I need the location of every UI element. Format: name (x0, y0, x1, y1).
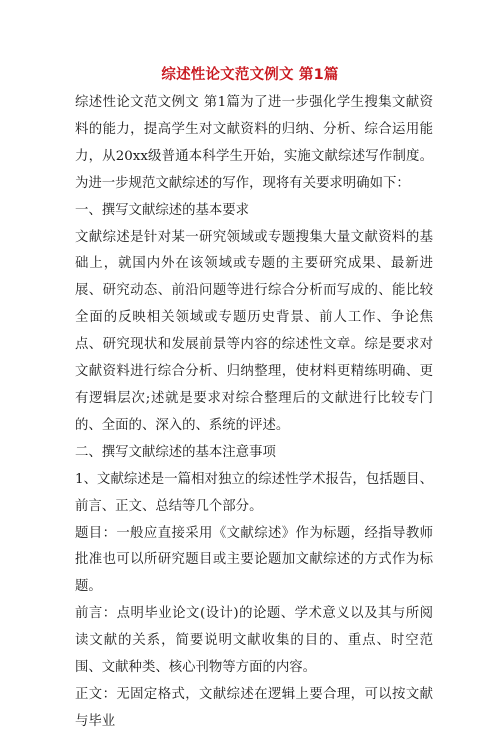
requirements-paragraph: 文献综述是针对某一研究领域或专题搜集大量文献资料的基础上，就国内外在该领域或专题的主要研究成果、最新进展、研究动态、前沿问题等进行综合分析而写成的、能比较全面的反映相关领域或专题历史背景、前人工作、争论焦点、研究现状和发展前景等内容的综述性文章。综是要求对文献资料进行综合分析、归纳整理，使材料更精练明确、更有逻辑层次;述就是要求对综合整理后的文献进行比较专门的、全面的、深入的、系统的评述。 (75, 229, 433, 433)
intro-paragraph: 综述性论文范文例文 第1篇为了进一步强化学生搜集文献资料的能力，提高学生对文献资料的归纳、分析、综合运用能力，从20xx级普通本科学生开始，实施文献综述写作制度。为进一步规范文献综述的写作，现将有关要求明确如下： (75, 95, 433, 191)
preface-paragraph: 前言：点明毕业论文(设计)的论题、学术意义以及其与所阅读文献的关系，简要说明文献收集的目的、重点、时空范围、文献种类、核心刊物等方面的内容。 (75, 606, 433, 676)
title-paragraph: 题目：一般应直接采用《文献综述》作为标题，经指导教师批准也可以所研究题目或主要论题加文献综述的方式作为标题。 (75, 525, 433, 595)
structure-paragraph: 1、文献综述是一篇相对独立的综述性学术报告，包括题目、前言、正文、总结等几个部分。 (75, 471, 433, 514)
section-heading-2: 二、撰写文献综述的基本注意事项 (75, 444, 276, 460)
document-body (75, 90, 433, 736)
document-title: 综述性论文范文例文 第1篇 (161, 67, 339, 83)
main-text-paragraph: 正文：无固定格式，文献综述在逻辑上要合理，可以按文献与毕业 (75, 686, 433, 729)
section-heading-1: 一、撰写文献综述的基本要求 (75, 202, 250, 218)
